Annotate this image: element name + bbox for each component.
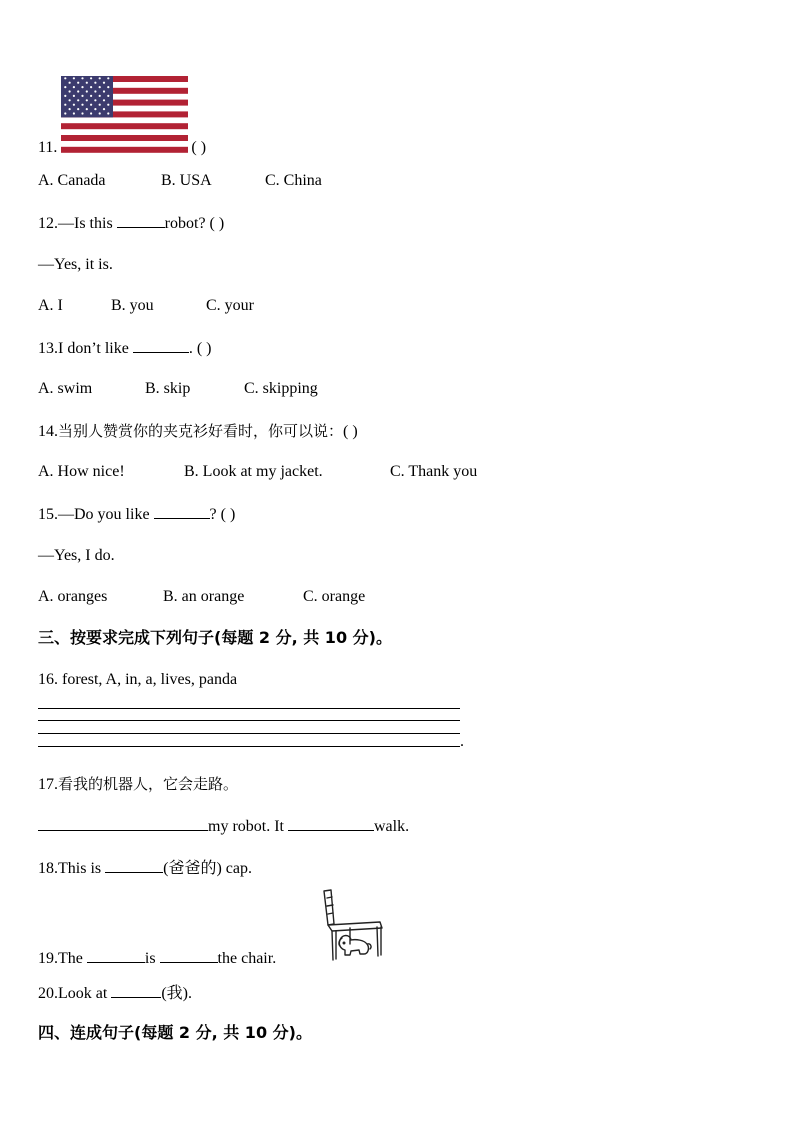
q19-text-mid: is xyxy=(144,950,156,967)
q16-answer-line-3 xyxy=(38,733,460,734)
q14-question xyxy=(38,421,358,442)
q13-text-post: . ( ) xyxy=(188,340,212,357)
q16-prompt: 16. forest, A, in, a, lives, panda xyxy=(38,671,238,688)
q12-option-a: A. I xyxy=(38,297,63,314)
q16-answer-line-4 xyxy=(38,746,460,747)
q17-blank-2 xyxy=(288,816,374,831)
q15-blank xyxy=(154,504,210,519)
q13-option-a: A. swim xyxy=(38,380,93,397)
q12-text-pre: —Is this xyxy=(58,215,113,232)
q12-blank xyxy=(117,213,165,228)
q12-text-post: robot? ( ) xyxy=(164,215,225,232)
q15-option-b: B. an orange xyxy=(163,588,245,605)
q11-answer-paren: ( ) xyxy=(191,139,207,156)
q14-option-c: C. Thank you xyxy=(390,463,478,480)
q12-option-c: C. your xyxy=(206,297,254,314)
q13-blank xyxy=(133,338,189,353)
q16-answer-line-1 xyxy=(38,708,460,709)
q14-option-b: B. Look at my jacket. xyxy=(184,463,323,480)
q12-option-b: B. you xyxy=(111,297,154,314)
q15-option-a: A. oranges xyxy=(38,588,108,605)
q19-text-post: the chair. xyxy=(217,950,277,967)
q17-number: 17. xyxy=(38,776,58,793)
q18-blank xyxy=(105,858,163,873)
q14-number: 14. xyxy=(38,423,58,440)
q17-text: 看我的机器人，它会走路。 xyxy=(58,775,239,793)
q13-text-pre: 13.I don’t like xyxy=(38,340,129,357)
q12-question xyxy=(38,213,224,234)
q11-line xyxy=(38,138,206,158)
q15-number: 15. xyxy=(38,506,58,523)
q20-text-pre: 20.Look at xyxy=(38,985,108,1002)
q11-option-a: A. Canada xyxy=(38,172,106,189)
q15-option-c: C. orange xyxy=(303,588,366,605)
q19-text-pre: 19.The xyxy=(38,950,83,967)
q20-question xyxy=(38,983,192,1004)
q16-period: . xyxy=(460,733,464,750)
q15-text-post: ? ( ) xyxy=(209,506,236,523)
q15-text-pre: —Do you like xyxy=(58,506,150,523)
q14-text: 当别人赞赏你的夹克衫好看时，你可以说： xyxy=(58,422,344,440)
q12-answer: —Yes, it is. xyxy=(38,256,113,273)
q13-option-c: C. skipping xyxy=(244,380,318,397)
section-4-heading: 四、连成句子(每题 2 分, 共 10 分)。 xyxy=(38,1023,312,1042)
q15-answer: —Yes, I do. xyxy=(38,547,115,564)
q19-blank-1 xyxy=(87,948,145,963)
dog-under-chair-image xyxy=(320,888,386,964)
q17-blank-1 xyxy=(38,816,208,831)
q15-question xyxy=(38,504,235,525)
q18-text-post: (爸爸的) cap. xyxy=(163,860,252,877)
q17-prompt xyxy=(38,774,238,795)
q13-option-b: B. skip xyxy=(145,380,191,397)
q18-text-pre: 18.This is xyxy=(38,860,102,877)
q16-answer-line-2 xyxy=(38,720,460,721)
q17-text-mid: my robot. It xyxy=(208,818,284,835)
q11-option-c: C. China xyxy=(265,172,322,189)
q19-question xyxy=(38,948,276,969)
q17-text-end: walk. xyxy=(374,818,410,835)
q18-question xyxy=(38,858,252,879)
q19-blank-2 xyxy=(160,948,218,963)
q14-answer-paren: ( ) xyxy=(343,423,358,440)
q17-answer-line xyxy=(38,816,409,837)
q12-number: 12. xyxy=(38,215,58,232)
q20-text-post: (我). xyxy=(161,985,192,1002)
q14-option-a: A. How nice! xyxy=(38,463,125,480)
q11-number: 11. xyxy=(38,139,58,156)
q11-option-b: B. USA xyxy=(161,172,212,189)
q13-question xyxy=(38,338,211,359)
section-3-heading: 三、按要求完成下列句子(每题 2 分, 共 10 分)。 xyxy=(38,628,392,647)
q20-blank xyxy=(111,983,161,998)
